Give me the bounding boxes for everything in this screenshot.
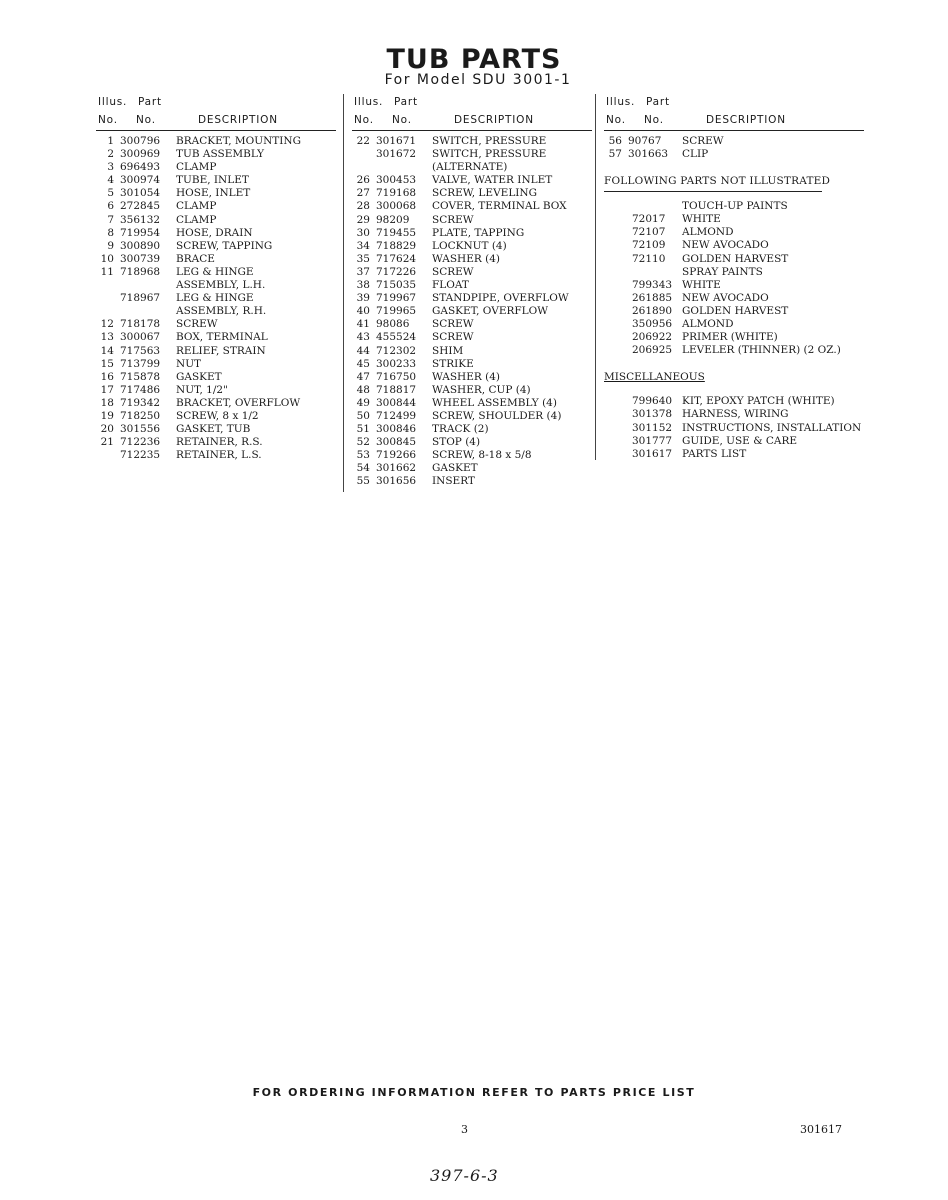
illus-number: 54 <box>356 462 370 475</box>
parts-list <box>96 135 336 462</box>
part-description: KIT, EPOXY PATCH (WHITE) <box>682 395 835 408</box>
part-description: HOSE, INLET <box>176 187 251 200</box>
part-description: RELIEF, STRAIN <box>176 344 266 357</box>
part-number: 206922 <box>632 331 673 344</box>
part-number: 716750 <box>376 370 417 383</box>
part-description: TUB ASSEMBLY <box>176 148 265 161</box>
parts-row <box>96 358 336 371</box>
parts-row <box>352 305 592 318</box>
parts-row <box>352 462 592 475</box>
parts-row <box>352 345 592 358</box>
illus-number: 40 <box>356 305 370 318</box>
parts-row <box>352 423 592 436</box>
illus-number: 18 <box>100 396 114 409</box>
misc-list <box>604 395 864 460</box>
parts-row <box>604 148 864 161</box>
header-no: No. <box>644 114 664 126</box>
parts-row <box>96 200 336 213</box>
parts-row <box>604 135 864 148</box>
part-description: STRIKE <box>432 357 474 370</box>
part-number: 301054 <box>120 187 161 200</box>
misc-heading: MISCELLANEOUS <box>604 371 705 384</box>
column-header <box>352 94 592 131</box>
part-description: BRACKET, OVERFLOW <box>176 396 301 409</box>
illus-number: 1 <box>107 135 114 147</box>
part-description: SCREW, TAPPING <box>176 239 273 252</box>
part-description: SCREW <box>432 265 474 278</box>
illus-number: 29 <box>356 213 370 226</box>
touchup-list <box>604 213 864 265</box>
parts-column-2 <box>352 94 592 489</box>
part-number: 301152 <box>632 421 673 434</box>
parts-row <box>604 395 864 408</box>
part-description: BRACE <box>176 252 215 265</box>
part-description: ASSEMBLY, R.H. <box>176 305 267 318</box>
illus-number: 30 <box>356 226 370 239</box>
illus-number: 12 <box>100 318 114 331</box>
part-number: 719168 <box>376 187 417 200</box>
illus-number: 52 <box>356 436 370 449</box>
illus-number: 57 <box>608 148 622 161</box>
parts-column-1 <box>96 94 336 462</box>
parts-row <box>604 213 864 226</box>
part-description: SCREW, 8 x 1/2 <box>176 409 259 422</box>
part-number: 301617 <box>632 447 673 460</box>
parts-row <box>96 279 336 292</box>
illus-number: 9 <box>107 239 114 252</box>
part-description: SHIM <box>432 344 464 357</box>
part-description: NUT <box>176 357 202 370</box>
parts-list <box>352 135 592 489</box>
part-number: 696493 <box>120 161 161 174</box>
parts-row <box>352 253 592 266</box>
ordering-footer: FOR ORDERING INFORMATION REFER TO PARTS PRICE LIST <box>252 1086 696 1099</box>
part-number: 72109 <box>632 239 666 252</box>
parts-row <box>96 331 336 344</box>
part-number: 206925 <box>632 344 673 357</box>
part-number: 301777 <box>632 434 673 447</box>
part-description: GASKET, OVERFLOW <box>432 305 549 318</box>
part-number: 300969 <box>120 148 161 161</box>
part-description: PARTS LIST <box>682 447 747 460</box>
part-number: 719342 <box>120 396 161 409</box>
part-number: 350956 <box>632 318 673 331</box>
part-number: 301556 <box>120 423 161 436</box>
illus-number: 8 <box>107 226 114 239</box>
illus-number: 50 <box>356 409 370 422</box>
part-description: PRIMER (WHITE) <box>682 331 778 344</box>
part-description: SCREW <box>432 318 474 331</box>
illus-number: 48 <box>356 383 370 396</box>
page-title: TUB PARTS <box>386 44 562 75</box>
part-number: 712235 <box>120 449 161 462</box>
parts-row <box>352 187 592 200</box>
part-description: GOLDEN HARVEST <box>682 304 789 317</box>
header-description: DESCRIPTION <box>706 114 786 126</box>
part-description: WASHER (4) <box>432 252 500 265</box>
parts-row <box>352 475 592 488</box>
parts-row <box>604 292 864 305</box>
part-number: 272845 <box>120 200 161 213</box>
part-number: 712499 <box>376 409 417 422</box>
part-number: 300844 <box>376 396 417 409</box>
parts-row <box>96 318 336 331</box>
header-description: DESCRIPTION <box>198 114 278 126</box>
part-number: 301672 <box>376 148 417 161</box>
part-description: RETAINER, L.S. <box>176 449 262 462</box>
parts-row <box>604 331 864 344</box>
part-number: 300796 <box>120 135 161 147</box>
part-description: STANDPIPE, OVERFLOW <box>432 292 569 305</box>
part-description: WHITE <box>682 278 721 291</box>
part-number: 717624 <box>376 252 417 265</box>
illus-number: 55 <box>356 475 370 488</box>
header-part: Part <box>394 96 418 108</box>
part-description: WHITE <box>682 213 721 226</box>
parts-row <box>96 161 336 174</box>
parts-row <box>352 279 592 292</box>
page-number: 3 <box>461 1123 468 1136</box>
part-number: 90767 <box>628 135 662 147</box>
parts-row <box>352 331 592 344</box>
part-description: WASHER, CUP (4) <box>432 383 531 396</box>
page-subtitle: For Model SDU 3001-1 <box>384 72 572 88</box>
part-description: GASKET, TUB <box>176 423 251 436</box>
part-description: TRACK (2) <box>432 423 489 436</box>
parts-row <box>352 135 592 148</box>
part-number: 718817 <box>376 383 417 396</box>
illus-number: 14 <box>100 344 114 357</box>
part-description: BOX, TERMINAL <box>176 331 268 344</box>
part-number: 719266 <box>376 449 417 462</box>
parts-row <box>352 358 592 371</box>
illus-number: 43 <box>356 331 370 344</box>
part-description: INSTRUCTIONS, INSTALLATION <box>682 421 862 434</box>
part-description: FLOAT <box>432 279 469 292</box>
part-description: CLIP <box>682 148 709 161</box>
parts-row <box>604 279 864 292</box>
part-description: PLATE, TAPPING <box>432 226 525 239</box>
illus-number: 41 <box>356 318 370 331</box>
part-description: GUIDE, USE & CARE <box>682 434 798 447</box>
illus-number: 21 <box>100 436 114 449</box>
part-number: 719455 <box>376 226 417 239</box>
parts-row <box>352 214 592 227</box>
parts-row <box>604 422 864 435</box>
part-description: SCREW <box>432 213 474 226</box>
part-number: 799640 <box>632 395 673 408</box>
parts-row <box>352 384 592 397</box>
parts-row <box>96 305 336 318</box>
illus-number: 26 <box>356 174 370 187</box>
part-number: 300846 <box>376 423 417 436</box>
header-no: No. <box>98 114 118 126</box>
part-number: 301656 <box>376 475 417 488</box>
parts-row <box>604 318 864 331</box>
part-description: LOCKNUT (4) <box>432 239 507 252</box>
part-description: SCREW <box>682 135 724 147</box>
parts-row <box>96 240 336 253</box>
parts-row <box>352 449 592 462</box>
part-description: WASHER (4) <box>432 370 500 383</box>
parts-row <box>352 436 592 449</box>
part-description: NUT, 1/2" <box>176 383 228 396</box>
part-description: GASKET <box>432 462 478 475</box>
illus-number: 19 <box>100 409 114 422</box>
parts-row <box>604 408 864 421</box>
part-number: 300233 <box>376 357 417 370</box>
parts-row <box>96 135 336 148</box>
parts-row <box>96 214 336 227</box>
column-divider <box>343 94 344 492</box>
parts-row <box>352 161 592 174</box>
part-description: INSERT <box>432 475 475 488</box>
parts-row <box>96 449 336 462</box>
part-number: 300068 <box>376 200 417 213</box>
parts-row <box>96 292 336 305</box>
illus-number: 35 <box>356 252 370 265</box>
part-number: 261890 <box>632 304 673 317</box>
part-description: TUBE, INLET <box>176 174 249 187</box>
part-number: 300890 <box>120 239 161 252</box>
part-number: 261885 <box>632 291 673 304</box>
part-number: 717226 <box>376 265 417 278</box>
part-description: (ALTERNATE) <box>432 161 508 174</box>
parts-row <box>352 397 592 410</box>
document-number: 301617 <box>800 1123 842 1136</box>
header-no: No. <box>392 114 412 126</box>
part-description: STOP (4) <box>432 436 481 449</box>
illus-number: 47 <box>356 370 370 383</box>
part-description: LEVELER (THINNER) (2 OZ.) <box>682 344 841 357</box>
part-number: 799343 <box>632 278 673 291</box>
part-number: 72110 <box>632 252 666 265</box>
part-number: 717563 <box>120 344 161 357</box>
part-description: SCREW <box>432 331 474 344</box>
header-part: Part <box>646 96 670 108</box>
touchup-heading-text: TOUCH-UP PAINTS <box>682 200 788 213</box>
part-description: HARNESS, WIRING <box>682 408 789 421</box>
part-description: NEW AVOCADO <box>682 291 769 304</box>
part-description: SCREW, 8-18 x 5/8 <box>432 449 532 462</box>
part-description: SWITCH, PRESSURE <box>432 148 547 161</box>
parts-row <box>96 174 336 187</box>
part-description: SCREW, LEVELING <box>432 187 538 200</box>
illus-number: 3 <box>107 161 114 174</box>
part-description: ALMOND <box>682 318 734 331</box>
part-number: 72017 <box>632 213 666 226</box>
illus-number: 11 <box>100 265 114 278</box>
illus-number: 2 <box>107 148 114 161</box>
parts-row <box>96 148 336 161</box>
illus-number: 4 <box>107 174 114 187</box>
parts-row <box>604 239 864 252</box>
not-illustrated-heading: FOLLOWING PARTS NOT ILLUSTRATED <box>604 175 831 188</box>
part-description: CLAMP <box>176 161 217 174</box>
part-description: LEG & HINGE <box>176 292 254 305</box>
illus-number: 13 <box>100 331 114 344</box>
column-header <box>604 94 864 131</box>
part-number: 718250 <box>120 409 161 422</box>
part-number: 718178 <box>120 318 161 331</box>
part-number: 98209 <box>376 213 410 226</box>
illus-number: 56 <box>608 135 622 147</box>
illus-number: 53 <box>356 449 370 462</box>
part-number: 718968 <box>120 265 161 278</box>
section-rule <box>604 191 822 192</box>
illus-number: 38 <box>356 279 370 292</box>
parts-row <box>604 344 864 357</box>
part-description: SCREW, SHOULDER (4) <box>432 409 562 422</box>
part-number: 300974 <box>120 174 161 187</box>
parts-row <box>604 305 864 318</box>
touchup-heading <box>604 200 864 213</box>
parts-row <box>96 371 336 384</box>
parts-row <box>352 200 592 213</box>
parts-row <box>604 448 864 461</box>
parts-row <box>352 227 592 240</box>
header-no: No. <box>136 114 156 126</box>
illus-number: 34 <box>356 239 370 252</box>
part-number: 719954 <box>120 226 161 239</box>
part-number: 715878 <box>120 370 161 383</box>
illus-number: 16 <box>100 370 114 383</box>
part-description: HOSE, DRAIN <box>176 226 253 239</box>
parts-row <box>352 292 592 305</box>
illus-number: 17 <box>100 383 114 396</box>
illus-number: 44 <box>356 344 370 357</box>
part-number: 356132 <box>120 213 161 226</box>
part-description: SWITCH, PRESSURE <box>432 135 547 147</box>
part-number: 300453 <box>376 174 417 187</box>
part-number: 713799 <box>120 357 161 370</box>
part-description: BRACKET, MOUNTING <box>176 135 302 147</box>
parts-row <box>96 384 336 397</box>
part-description: ALMOND <box>682 226 734 239</box>
illus-number: 49 <box>356 396 370 409</box>
part-number: 300845 <box>376 436 417 449</box>
column-header <box>96 94 336 131</box>
part-number: 300067 <box>120 331 161 344</box>
illus-number: 45 <box>356 357 370 370</box>
part-number: 718967 <box>120 292 161 305</box>
illus-number: 39 <box>356 292 370 305</box>
parts-row <box>96 423 336 436</box>
parts-list <box>604 135 864 161</box>
illus-number: 28 <box>356 200 370 213</box>
parts-column-3 <box>604 94 864 461</box>
illus-number: 6 <box>107 200 114 213</box>
part-number: 301662 <box>376 462 417 475</box>
part-description: CLAMP <box>176 213 217 226</box>
parts-row <box>96 253 336 266</box>
header-illus: Illus. <box>354 96 384 108</box>
illus-number: 5 <box>107 187 114 200</box>
part-number: 719965 <box>376 305 417 318</box>
part-number: 712302 <box>376 344 417 357</box>
part-description: SCREW <box>176 318 218 331</box>
part-description: VALVE, WATER INLET <box>432 174 553 187</box>
parts-row <box>604 226 864 239</box>
part-description: NEW AVOCADO <box>682 239 769 252</box>
part-description: WHEEL ASSEMBLY (4) <box>432 396 557 409</box>
part-description: RETAINER, R.S. <box>176 436 263 449</box>
parts-row <box>352 266 592 279</box>
parts-row <box>96 397 336 410</box>
column-divider <box>595 94 596 460</box>
header-description: DESCRIPTION <box>454 114 534 126</box>
handwritten-note: 397-6-3 <box>430 1166 499 1185</box>
header-illus: Illus. <box>98 96 128 108</box>
parts-row <box>96 227 336 240</box>
part-number: 712236 <box>120 436 161 449</box>
spray-heading-text: SPRAY PAINTS <box>682 265 763 278</box>
parts-row <box>352 174 592 187</box>
parts-row <box>352 318 592 331</box>
part-number: 715035 <box>376 279 417 292</box>
parts-row <box>96 187 336 200</box>
illus-number: 15 <box>100 357 114 370</box>
parts-row <box>96 436 336 449</box>
header-illus: Illus. <box>606 96 636 108</box>
part-number: 455524 <box>376 331 417 344</box>
header-part: Part <box>138 96 162 108</box>
illus-number: 22 <box>356 135 370 147</box>
part-description: GOLDEN HARVEST <box>682 252 789 265</box>
parts-row <box>96 266 336 279</box>
parts-row <box>96 410 336 423</box>
parts-row <box>96 345 336 358</box>
illus-number: 7 <box>107 213 114 226</box>
part-number: 300739 <box>120 252 161 265</box>
header-no: No. <box>354 114 374 126</box>
parts-row <box>352 240 592 253</box>
illus-number: 10 <box>100 252 114 265</box>
header-no: No. <box>606 114 626 126</box>
part-number: 72107 <box>632 226 666 239</box>
illus-number: 37 <box>356 265 370 278</box>
parts-row <box>604 253 864 266</box>
parts-row <box>352 148 592 161</box>
illus-number: 51 <box>356 423 370 436</box>
part-description: CLAMP <box>176 200 217 213</box>
part-number: 719967 <box>376 292 417 305</box>
part-description: GASKET <box>176 370 222 383</box>
part-number: 301671 <box>376 135 417 147</box>
part-description: ASSEMBLY, L.H. <box>176 279 266 292</box>
spray-heading <box>604 266 864 279</box>
part-description: COVER, TERMINAL BOX <box>432 200 567 213</box>
parts-row <box>352 371 592 384</box>
spray-list <box>604 279 864 358</box>
part-number: 717486 <box>120 383 161 396</box>
parts-row <box>352 410 592 423</box>
part-description: LEG & HINGE <box>176 265 254 278</box>
part-number: 718829 <box>376 239 417 252</box>
part-number: 98086 <box>376 318 410 331</box>
parts-row <box>604 435 864 448</box>
illus-number: 27 <box>356 187 370 200</box>
part-number: 301663 <box>628 148 669 161</box>
illus-number: 20 <box>100 423 114 436</box>
part-number: 301378 <box>632 408 673 421</box>
